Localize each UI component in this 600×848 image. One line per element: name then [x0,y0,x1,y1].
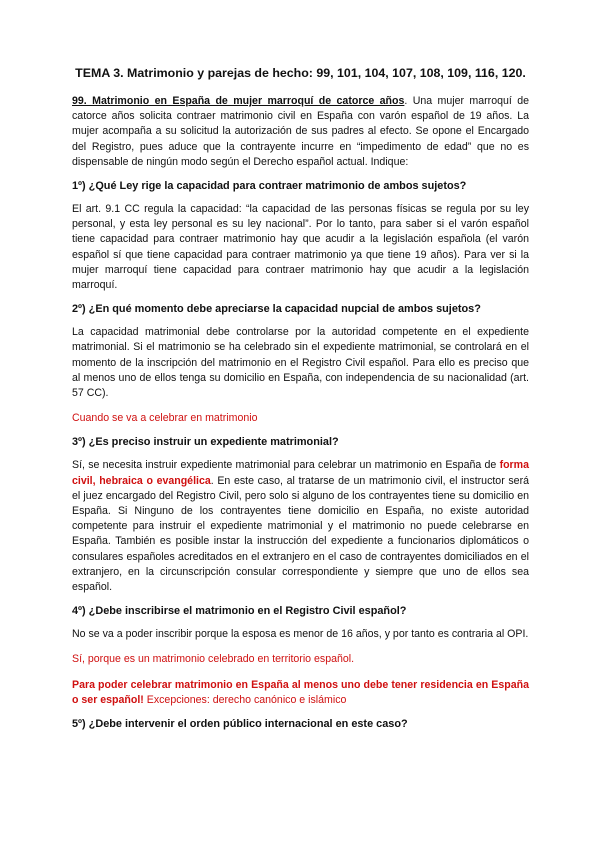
answer-3-rest: . En este caso, al tratarse de un matrimonio civil, el instructor será el juez encargado del Registro Civil, pero solo si alguno de los contrayentes tiene su domicilio en España. Si Ninguno de los contrayentes tiene domicilio en España, no existe autoridad competente para instruir el expediente matrimonial y el matrimonio no puede celebrarse en España. También es posible instar la instrucción del expediente a funcionarios diplomáticos o consulares españoles acreditados en el extranjero en el caso de contrayentes domiciliados en el extranjero, en la circunscripción consular correspondiente y siempre que uno de ellos sea español. [72,474,529,594]
answer-3 [72,458,529,595]
case-statement [72,94,529,170]
question-1: 1º) ¿Qué Ley rige la capacidad para contraer matrimonio de ambos sujetos? [72,180,467,193]
answer-2: La capacidad matrimonial debe controlarse por la autoridad competente en el expediente matrimonial. Si el matrimonio se ha celebrado sin el expediente matrimonial, se controlará en el momento de la inscripción del matrimonio en el Registro Civil español. Para ello es preciso que al menos uno de ellos tenga su domicilio en España, con independencia de su nacionalidad (art. 57 CC). [72,326,529,400]
answer-4-note-2-rest: Excepciones: derecho canónico e islámico [143,693,347,706]
answer-4: No se va a poder inscribir porque la esposa es menor de 16 años, y por tanto es contraria al OPI. [72,628,529,641]
case-heading: 99. Matrimonio en España de mujer marroquí de catorce años [72,95,405,107]
question-5: 5º) ¿Debe intervenir el orden público internacional en este caso? [72,718,408,731]
case-text: . Una mujer marroquí de catorce años solicita contraer matrimonio civil en España con varón español de 19 años. La mujer acompaña a su solicitud la autorización de sus padres al efecto. Se opone el Encargado del Registro, pues aduce que la contrayente incurre en “impedimento de edad” que no es dispensable de ningún modo según el Derecho español actual. Indique: [72,95,529,168]
question-3: 3º) ¿Es preciso instruir un expediente matrimonial? [72,436,339,449]
answer-3-start: Sí, se necesita instruir expediente matrimonial para celebrar un matrimonio en España de [72,459,500,472]
answer-1: El art. 9.1 CC regula la capacidad: “la capacidad de las personas físicas se regula por su ley personal, y esta ley personal es su ley nacional”. Por lo tanto, para saber si el varón español tiene capacidad para contraer matrimonio hay que acudir a la legislación española (el varón español sí que tiene capacidad para contraer matrimonio ya que tiene 19 años). Para ver si la mujer marroquí tiene capacidad para contraer matrimonio hay que acudir a la legislación marroquí. [72,203,529,292]
answer-4-note-2 [72,678,529,708]
document-page [72,66,529,740]
question-2: 2º) ¿En qué momento debe apreciarse la capacidad nupcial de ambos sujetos? [72,303,481,316]
question-4: 4º) ¿Debe inscribirse el matrimonio en el Registro Civil español? [72,605,407,618]
answer-4-note: Sí, porque es un matrimonio celebrado en territorio español. [72,653,355,666]
answer-3-highlight: forma civil, hebraica o evangélica [72,459,529,487]
answer-4-note-2-bold: Para poder celebrar matrimonio en España al menos uno debe tener residencia en España o ser español! [72,678,529,706]
document-title: TEMA 3. Matrimonio y parejas de hecho: 99, 101, 104, 107, 108, 109, 116, 120. [75,66,526,80]
answer-2-note: Cuando se va a celebrar en matrimonio [72,412,258,425]
